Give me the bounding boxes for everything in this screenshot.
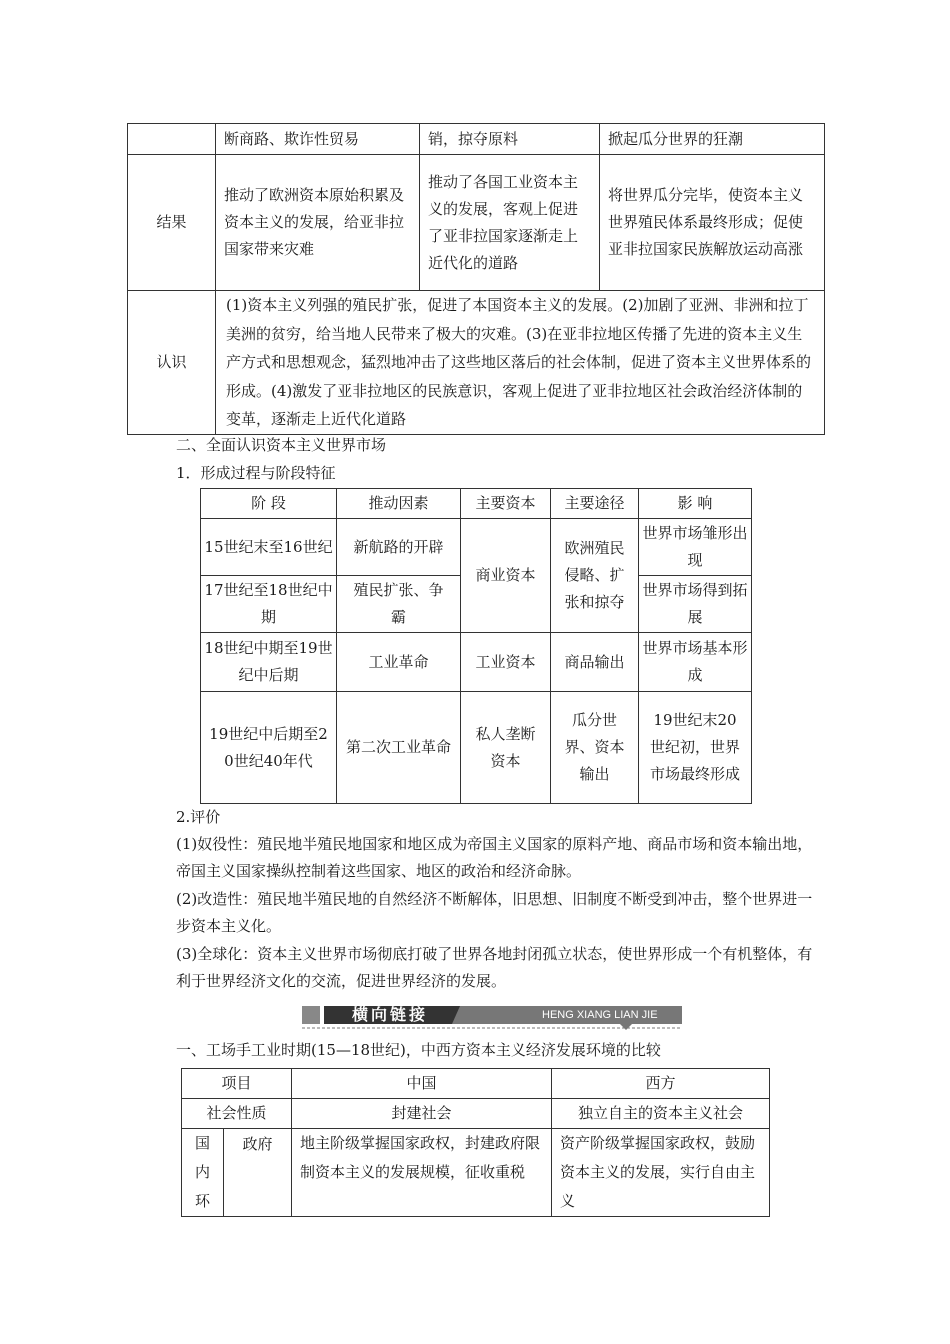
table-cell: 推动了各国工业资本主义的发展，客观上促进了亚非拉国家逐渐走上近代化的道路: [420, 155, 600, 291]
row-label-recognition: 认识: [128, 291, 216, 435]
table-cell: 世界市场得到拓展: [639, 576, 752, 633]
table-row: [201, 519, 752, 576]
recognition-text: (1)资本主义列强的殖民扩张，促进了本国资本主义的发展。(2)加剧了亚洲、非洲和拉丁美洲的贫穷，给当地人民带来了极大的灾难。(3)在亚非拉地区传播了先进的资本主义生产方式和思想观念，猛烈地冲击了这些地区落后的社会体制，促进了资本主义世界体系的形成。(4)激发了亚非拉地区的民族意识，客观上促进了亚非拉地区社会政治经济体制的变革，逐渐走上近代化道路: [216, 291, 825, 435]
table-cell-merged: 商业资本: [461, 519, 551, 633]
banner-title: 横向链接: [352, 1005, 429, 1024]
section-heading: 二、全面认识资本主义世界市场: [176, 436, 387, 454]
world-market-stages-table: [200, 488, 752, 804]
table-cell: 19世纪末20世纪初，世界市场最终形成: [639, 692, 752, 804]
row-label-domestic: 国内环: [182, 1129, 224, 1217]
table-cell: 断商路、欺诈性贸易: [216, 124, 420, 155]
table-cell: 私人垄断资本: [461, 692, 551, 804]
table-header-row: [201, 489, 752, 519]
evaluation-heading: 2.评价: [176, 808, 221, 826]
section-banner: [302, 1003, 682, 1031]
column-header: 阶 段: [201, 489, 337, 519]
column-header: 推动因素: [337, 489, 461, 519]
table-cell: 工业革命: [337, 633, 461, 692]
table-row-result: [128, 155, 825, 291]
table-cell: 世界市场基本形成: [639, 633, 752, 692]
table-cell: 殖民扩张、争霸: [337, 576, 461, 633]
column-header: 西方: [552, 1069, 770, 1099]
banner-pinyin: HENG XIANG LIAN JIE: [542, 1009, 658, 1021]
table-cell: 19世纪中后期至20世纪40年代: [201, 692, 337, 804]
table-cell: 第二次工业革命: [337, 692, 461, 804]
table-cell: 独立自主的资本主义社会: [552, 1099, 770, 1129]
row-label-result: 结果: [128, 155, 216, 291]
table-cell: 世界市场雏形出现: [639, 519, 752, 576]
table-cell: 掀起瓜分世界的狂潮: [600, 124, 825, 155]
banner-left-stripe: [302, 1006, 320, 1024]
table-cell: 18世纪中期至19世纪中后期: [201, 633, 337, 692]
evaluation-paragraph: (3)全球化：资本主义世界市场彻底打破了世界各地封闭孤立状态，使世界形成一个有机整体，有利于世界经济文化的交流，促进世界经济的发展。: [176, 945, 813, 990]
table-cell: 推动了欧洲资本原始积累及资本主义的发展，给亚非拉国家带来灾难: [216, 155, 420, 291]
table-row: [182, 1099, 770, 1129]
table-cell: 销，掠夺原料: [420, 124, 600, 155]
column-header: 主要途径: [551, 489, 639, 519]
table-header-row: [182, 1069, 770, 1099]
table-cell: 新航路的开辟: [337, 519, 461, 576]
column-header: 影 响: [639, 489, 752, 519]
table-cell: 瓜分世界、资本输出: [551, 692, 639, 804]
table-cell: 封建社会: [292, 1099, 552, 1129]
table-cell: 地主阶级掌握国家政权，封建政府限制资本主义的发展规模，征收重税: [292, 1129, 552, 1217]
subsection-heading: 1．形成过程与阶段特征: [176, 464, 336, 482]
table-row: [128, 124, 825, 155]
row-label-government: 政府: [224, 1129, 292, 1217]
column-header: 中国: [292, 1069, 552, 1099]
column-header: 项目: [182, 1069, 292, 1099]
chevron-down-icon: [620, 1024, 632, 1030]
comparison-table-colonial: [127, 123, 825, 435]
table-cell: 商品输出: [551, 633, 639, 692]
china-west-comparison-table: [181, 1068, 770, 1217]
column-header: 主要资本: [461, 489, 551, 519]
table-cell-merged: 欧洲殖民侵略、扩张和掠夺: [551, 519, 639, 633]
evaluation-paragraph: (1)奴役性：殖民地半殖民地国家和地区成为帝国主义国家的原料产地、商品市场和资本输出地，帝国主义国家操纵控制着这些国家、地区的政治和经济命脉。: [176, 835, 813, 880]
table-row: [201, 633, 752, 692]
row-label: 社会性质: [182, 1099, 292, 1129]
table-cell: 15世纪末至16世纪: [201, 519, 337, 576]
table-cell: 17世纪至18世纪中期: [201, 576, 337, 633]
table-row: [201, 692, 752, 804]
table-cell: 工业资本: [461, 633, 551, 692]
table-row: [182, 1129, 770, 1217]
table-cell: 资产阶级掌握国家政权，鼓励资本主义的发展，实行自由主义: [552, 1129, 770, 1217]
table-cell: [128, 124, 216, 155]
table-row-recognition: [128, 291, 825, 435]
evaluation-paragraph: (2)改造性：殖民地半殖民地的自然经济不断解体，旧思想、旧制度不断受到冲击，整个世界进一步资本主义化。: [176, 890, 813, 935]
comparison-heading: 一、工场手工业时期(15—18世纪)，中西方资本主义经济发展环境的比较: [176, 1041, 661, 1059]
table-cell: 将世界瓜分完毕，使资本主义世界殖民体系最终形成；促使亚非拉国家民族解放运动高涨: [600, 155, 825, 291]
